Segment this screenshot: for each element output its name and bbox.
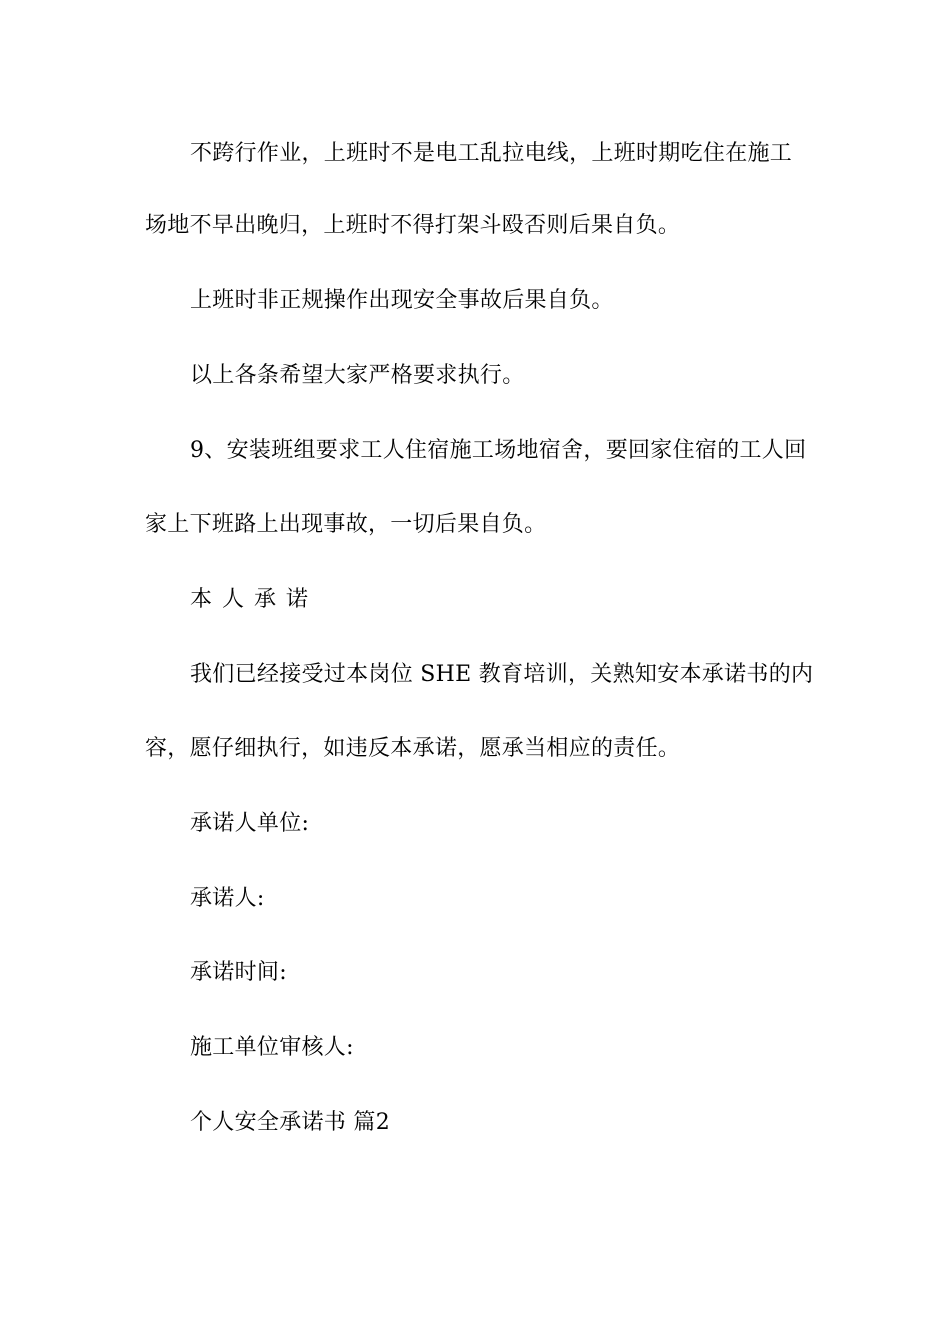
- signatory-label: 承诺人:: [190, 886, 265, 911]
- paragraph-line-6: 家上下班路上出现事故，一切后果自负。: [145, 512, 547, 537]
- reviewer-label: 施工单位审核人:: [190, 1035, 354, 1060]
- paragraph-line-9: 容，愿仔细执行，如违反本承诺，愿承当相应的责任。: [145, 736, 681, 761]
- paragraph-line-5: 9、安装班组要求工人住宿施工场地宿舍，要回家住宿的工人回: [190, 438, 807, 463]
- paragraph-line-1: 不跨行作业，上班时不是电工乱拉电线，上班时期吃住在施工: [190, 141, 793, 166]
- section-heading: 本人承诺: [190, 587, 319, 612]
- signature-date-label: 承诺时间:: [190, 960, 287, 985]
- paragraph-line-8: 我们已经接受过本岗位 SHE 教育培训，关熟知安本承诺书的内: [190, 662, 814, 687]
- paragraph-line-2: 场地不早出晚归，上班时不得打架斗殴否则后果自负。: [145, 213, 681, 238]
- signatory-unit-label: 承诺人单位:: [190, 811, 310, 836]
- paragraph-line-4: 以上各条希望大家严格要求执行。: [190, 363, 525, 388]
- paragraph-line-3: 上班时非正规操作出现安全事故后果自负。: [190, 288, 614, 313]
- next-section-title: 个人安全承诺书 篇2: [190, 1110, 390, 1135]
